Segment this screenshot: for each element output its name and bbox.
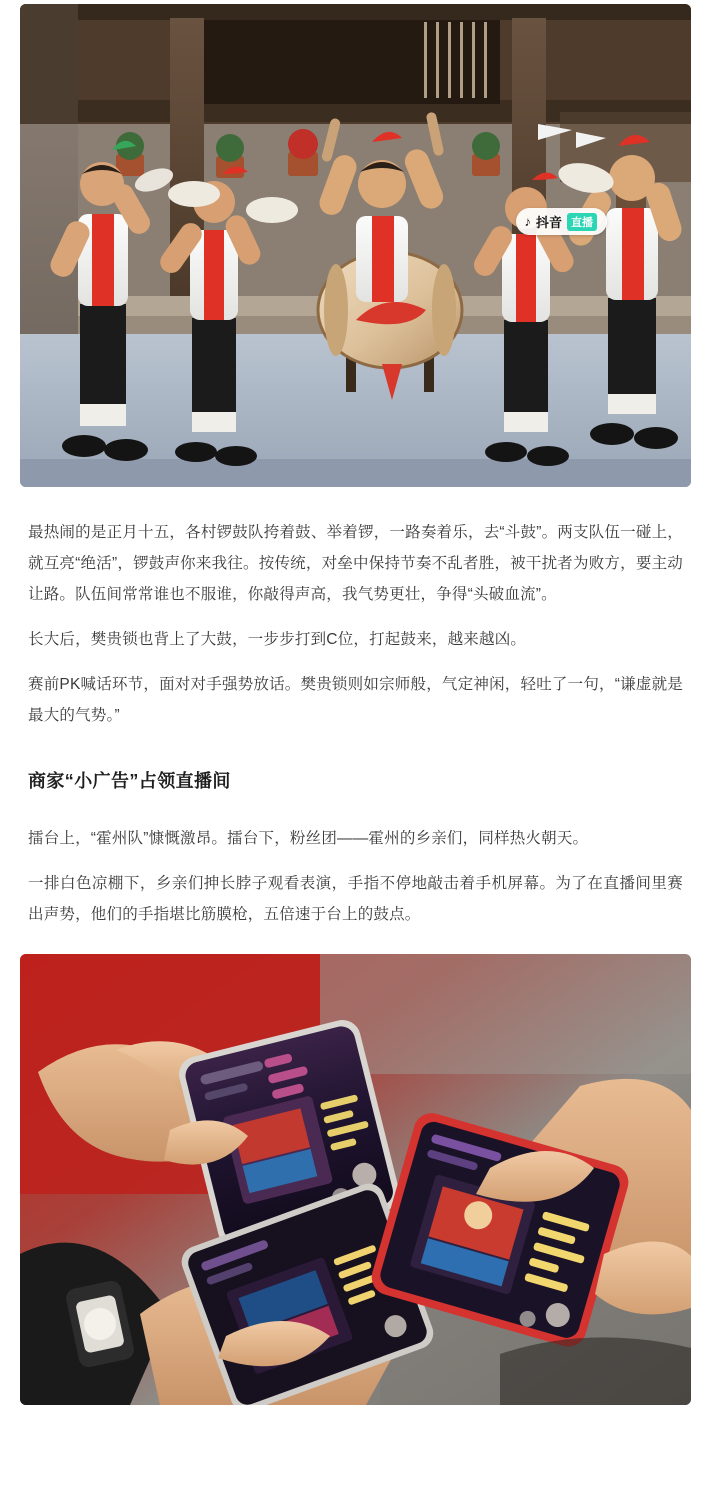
paragraph-5: 一排白色凉棚下，乡亲们抻长脖子观看表演，手指不停地敲击着手机屏幕。为了在直播间里赛出声势，他们的手指堪比筋膜枪，五倍速于台上的鼓点。 [28,875,683,923]
bottom-spacer [0,1417,711,1427]
paragraph-2: 长大后，樊贵锁也背上了大鼓，一步步打到C位，打起鼓来，越来越凶。 [28,631,527,648]
top-photo-illustration [20,4,691,487]
section-heading: 商家“小广告”占领直播间 [28,771,231,791]
douyin-live-watermark [516,208,607,235]
article-image-bottom [20,954,691,1405]
article-body-top [28,517,683,930]
music-note-icon: ♪ [524,214,531,229]
article-image-top [20,4,691,487]
watermark-tag: 直播 [567,213,597,231]
paragraph-4: 擂台上，“霍州队”慷慨激昂。擂台下，粉丝团——霍州的乡亲们，同样热火朝天。 [28,830,589,847]
paragraph-1: 最热闹的是正月十五，各村锣鼓队挎着鼓、举着锣，一路奏着乐，去“斗鼓”。两支队伍一碰上，就互亮“绝活”，锣鼓声你来我往。按传统，对垒中保持节奏不乱者胜，被干扰者为败方，要主动让路。队伍间常常谁也不服谁，你敲得声高，我气势更壮，争得“头破血流”。 [28,524,683,603]
paragraph-3: 赛前PK喊话环节，面对对手强势放话。樊贵锁则如宗师般，气定神闲，轻吐了一句，“谦虚就是最大的气势。” [28,676,683,724]
watermark-text: 抖音 [535,215,562,230]
article-container [0,4,711,1427]
bottom-photo-illustration [20,954,691,1405]
